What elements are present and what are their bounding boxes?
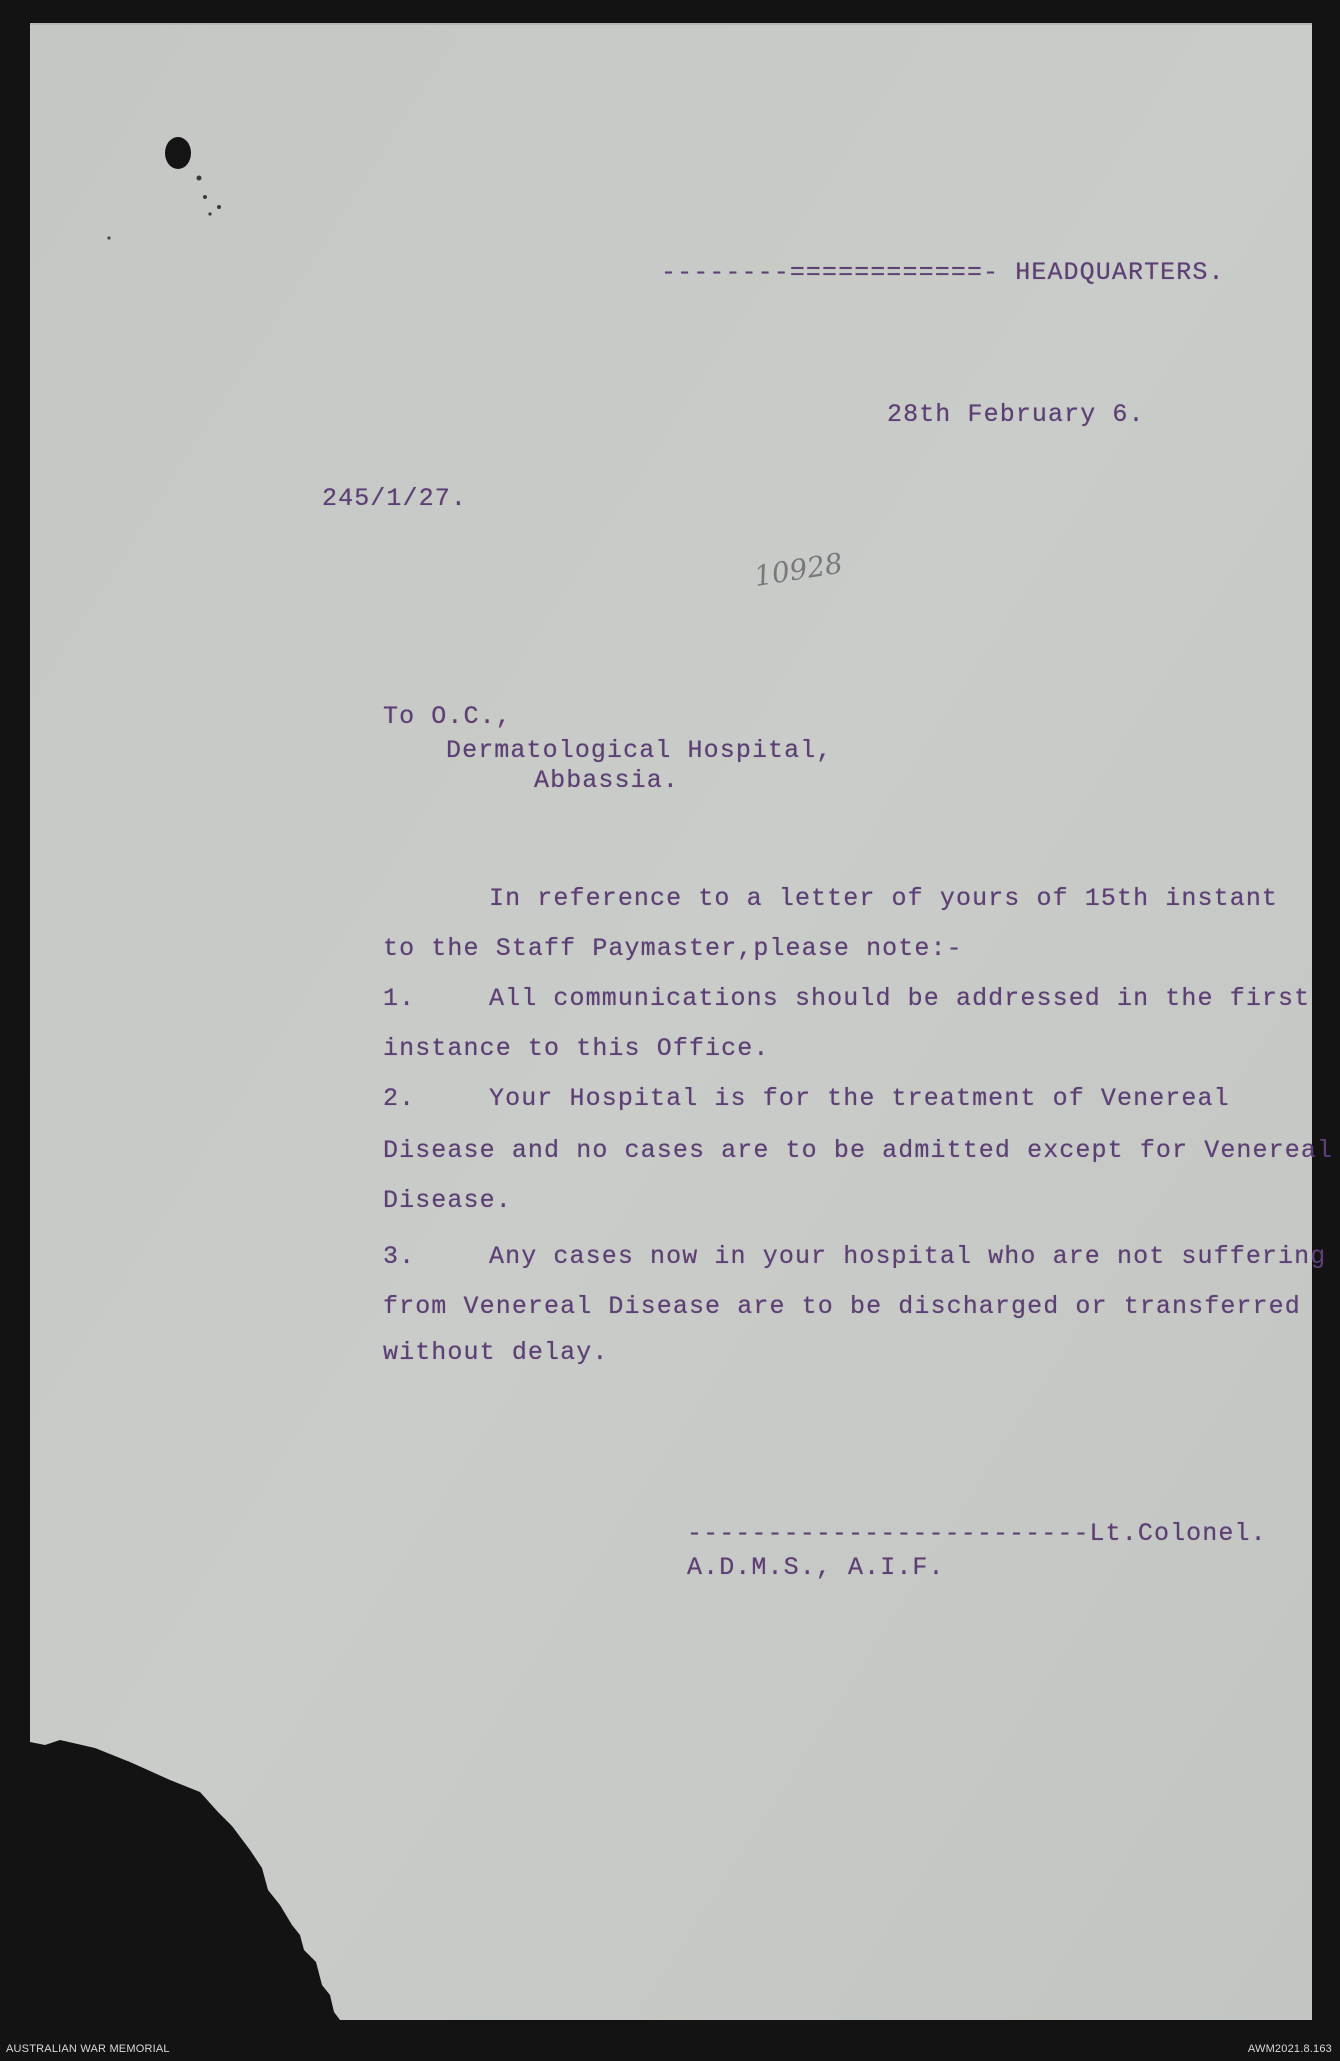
item-1-number: 1. [383,984,416,1013]
address-line-3: Abbassia. [534,766,679,795]
item-3-number: 3. [383,1242,416,1271]
body-intro-line-2: to the Staff Paymaster,please note:- [383,934,963,963]
item-2-line-3: Disease. [383,1186,512,1215]
handwritten-number: 10928 [751,546,845,593]
address-line-2: Dermatological Hospital, [446,736,833,765]
item-2-line-1: Your Hospital is for the treatment of Venereal [489,1084,1230,1113]
body-intro-line-1: In reference to a letter of yours of 15th instant [489,884,1279,913]
item-1-line-1: All communications should be addressed in the first [489,984,1311,1013]
item-2-number: 2. [383,1084,416,1113]
letter-date: 28th February 6. [887,400,1145,429]
item-2-line-2: Disease and no cases are to be admitted except for Venereal [383,1136,1334,1165]
item-3-line-1: Any cases now in your hospital who are not suffering [489,1242,1327,1271]
footer-institution: AUSTRALIAN WAR MEMORIAL [6,2043,170,2055]
signature-line: -------------------------Lt.Colonel. [687,1519,1267,1548]
footer-accession-number: AWM2021.8.163 [1247,2043,1332,2055]
address-line-1: To O.C., [383,702,512,731]
signature-title: A.D.M.S., A.I.F. [687,1553,945,1582]
headquarters-line: --------============- HEADQUARTERS. [661,258,1225,287]
item-3-line-3: without delay. [383,1338,609,1367]
item-3-line-2: from Venereal Disease are to be discharged or transferred [383,1292,1301,1321]
paper-hole [165,137,191,169]
item-1-line-2: instance to this Office. [383,1034,770,1063]
reference-number: 245/1/27. [322,484,467,513]
